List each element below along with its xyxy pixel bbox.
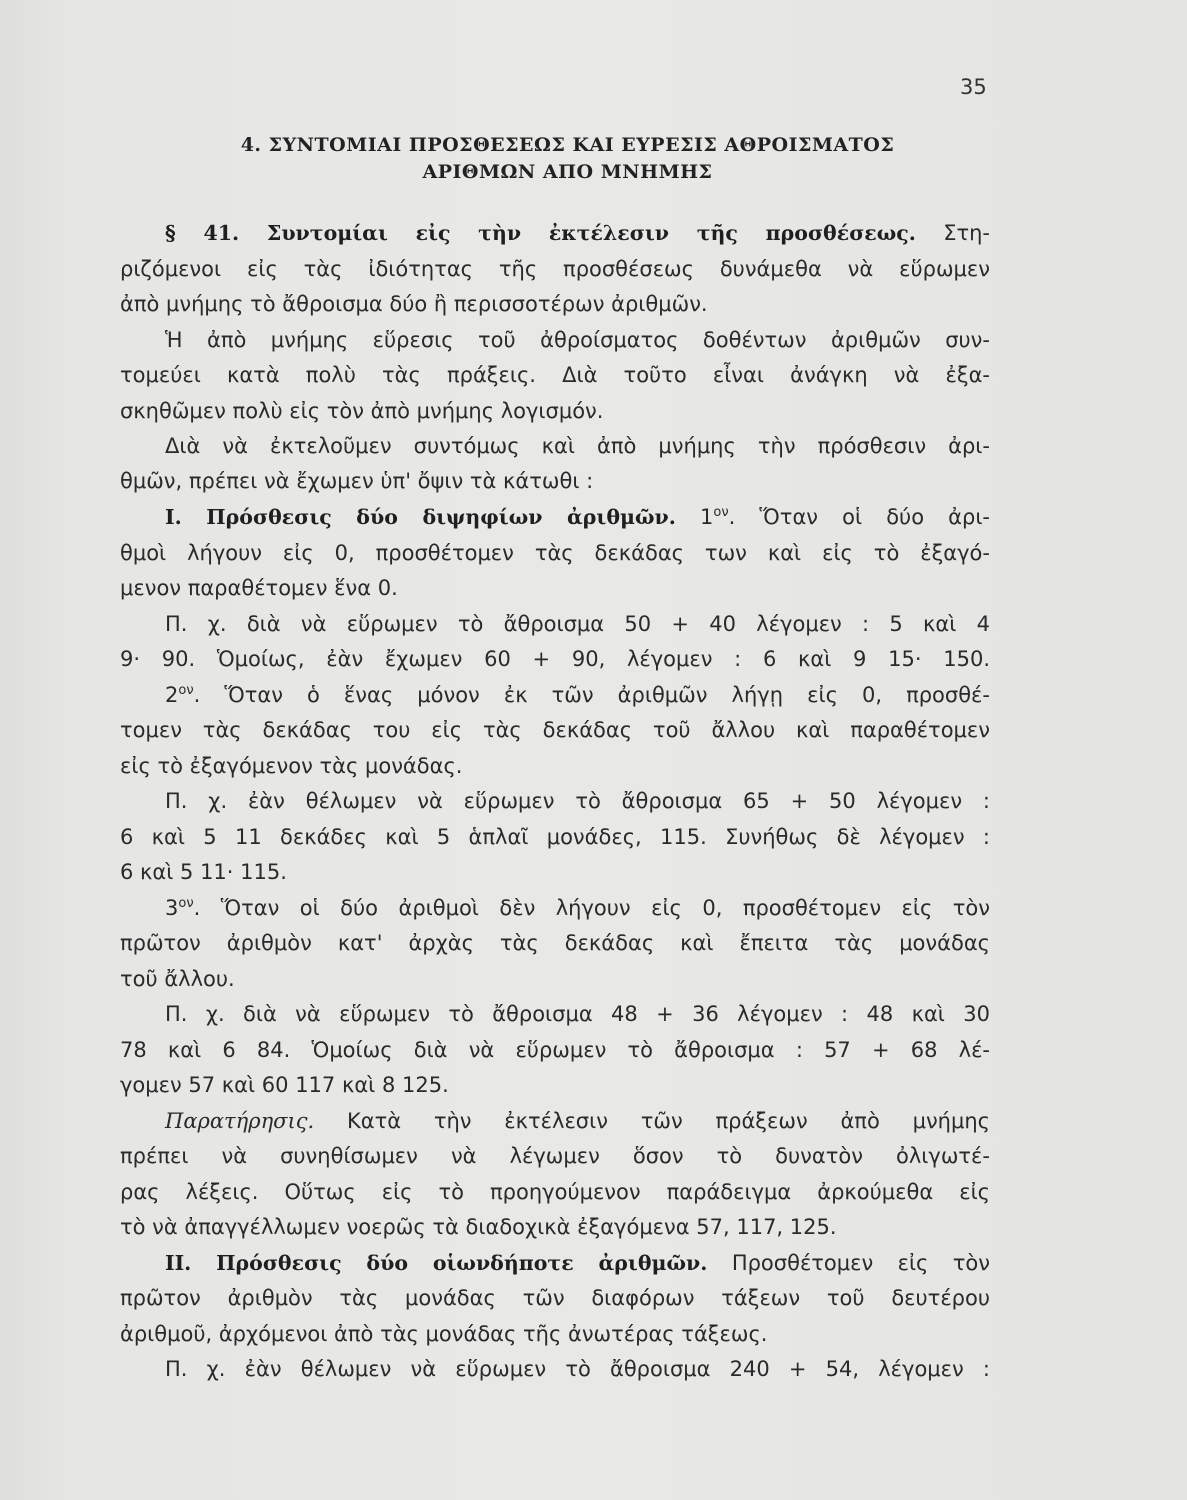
heading-line-2: ΑΡΙΘΜΩΝ ΑΠΟ ΜΝΗΜΗΣ [422,161,713,183]
text-line: ρας λέξεις. Οὕτως εἰς τὸ προηγούμενον παράδειγμα ἀρκούμεθα εἰς [120,1180,990,1204]
text-line: ΙΙ. Πρόσθεσις δύο οἱωνδήποτε ἀριθμῶν. Προσθέτομεν εἰς τὸν [165,1251,990,1275]
text-line: Ι. Πρόσθεσις δύο διψηφίων ἀριθμῶν. $1^{o\nu}$. Ὅταν οἱ δύο ἀρι- [165,505,991,529]
text-line: Π. χ. ἐὰν θέλωμεν νὰ εὕρωμεν τὸ ἄθροισμα 240 + 54, λέγομεν : [165,1357,990,1381]
text-line: § 41. Συντομίαι εἰς τὴν ἐκτέλεσιν τῆς προσθέσεως. Στη- [165,221,990,245]
text-line: Π. χ. ἐὰν θέλωμεν νὰ εὕρωμεν τὸ ἄθροισμα 65 + 50 λέγομεν : [165,789,990,813]
text-line: τομεν τὰς δεκάδας του εἰς τὰς δεκάδας τοῦ ἄλλου καὶ παραθέτομεν [120,718,990,742]
text-line: εἰς τὸ ἐξαγόμενον τὰς μονάδας. [120,754,463,778]
subsection-title: ΙΙ. Πρόσθεσις δύο οἱωνδήποτε ἀριθμῶν. [165,1251,708,1275]
text-line: γομεν 57 καὶ 60 117 καὶ 8 125. [120,1073,449,1097]
text-line: Διὰ νὰ ἐκτελοῦμεν συντόμως καὶ ἀπὸ μνήμης τὴν πρόσθεσιν ἀρι- [165,434,990,458]
text-line: μενον παραθέτομεν ἕνα 0. [120,576,398,600]
text-line: ἀπὸ μνήμης τὸ ἄθροισμα δύο ἢ περισσοτέρων ἀριθμῶν. [120,292,708,316]
text-line: $2^{o\nu}$. Ὅταν ὁ ἕνας μόνον ἐκ τῶν ἀριθμῶν λήγῃ εἰς 0, προσθέ- [165,683,990,707]
text-line: $3^{o\nu}$. Ὅταν οἱ δύο ἀριθμοὶ δὲν λήγουν εἰς 0, προσθέτομεν εἰς τὸν [165,896,990,920]
page-number: 35 [960,75,987,99]
text-line: τὸ νὰ ἀπαγγέλλωμεν νοερῶς τὰ διαδοχικὰ ἐξαγόμενα 57, 117, 125. [120,1215,837,1239]
text-line: σκηθῶμεν πολὺ εἰς τὸν ἀπὸ μνήμης λογισμόν. [120,399,604,423]
text-line: 6 καὶ 5 11· 115. [120,860,287,884]
section-heading [150,132,985,186]
heading-line-1: 4. ΣΥΝΤΟΜΙΑΙ ΠΡΟΣΘΕΣΕΩΣ ΚΑΙ ΕΥΡΕΣΙΣ ΑΘΡΟΙΣΜΑΤΟΣ [240,134,895,156]
text-line: 78 καὶ 6 84. Ὁμοίως διὰ νὰ εὕρωμεν τὸ ἄθροισμα : 57 + 68 λέ- [120,1038,990,1062]
paragraph-title: § 41. Συντομίαι εἰς τὴν ἐκτέλεσιν τῆς προσθέσεως. [165,221,916,245]
text-line: 6 καὶ 5 11 δεκάδες καὶ 5 ἁπλαῖ μονάδες, 115. Συνήθως δὲ λέγομεν : [120,825,990,849]
text-line: ριζόμενοι εἰς τὰς ἰδιότητας τῆς προσθέσεως δυνάμεθα νὰ εὕρωμεν [120,257,990,281]
text-line: τοῦ ἄλλου. [120,967,235,991]
text-line: θμοὶ λήγουν εἰς 0, προσθέτομεν τὰς δεκάδας των καὶ εἰς τὸ ἐξαγό- [120,541,990,565]
text-line: Π. χ. διὰ νὰ εὕρωμεν τὸ ἄθροισμα 48 + 36 λέγομεν : 48 καὶ 30 [165,1002,990,1026]
text-line: 9· 90. Ὁμοίως, ἐὰν ἔχωμεν 60 + 90, λέγομεν : 6 καὶ 9 15· 150. [120,647,990,671]
text-line: πρῶτον ἀριθμὸν τὰς μονάδας τῶν διαφόρων τάξεων τοῦ δευτέρου [120,1286,990,1310]
text-line: θμῶν, πρέπει νὰ ἔχωμεν ὑπ' ὄψιν τὰ κάτωθι : [120,469,594,493]
text-line: Ἡ ἀπὸ μνήμης εὕρεσις τοῦ ἀθροίσματος δοθέντων ἀριθμῶν συν- [165,328,990,352]
text-line: ἀριθμοῦ, ἀρχόμενοι ἀπὸ τὰς μονάδας τῆς ἀνωτέρας τάξεως. [120,1322,768,1346]
text-line: Παρατήρησις. Κατὰ τὴν ἐκτέλεσιν τῶν πράξεων ἀπὸ μνήμης [165,1109,990,1133]
remark-label: Παρατήρησις. [165,1109,315,1133]
text-line: πρέπει νὰ συνηθίσωμεν νὰ λέγωμεν ὅσον τὸ δυνατὸν ὀλιγωτέ- [120,1144,990,1168]
text-line: Π. χ. διὰ νὰ εὕρωμεν τὸ ἄθροισμα 50 + 40 λέγομεν : 5 καὶ 4 [165,612,990,636]
text-line: τομεύει κατὰ πολὺ τὰς πράξεις. Διὰ τοῦτο εἶναι ἀνάγκη νὰ ἐξα- [120,363,990,387]
subsection-title: Ι. Πρόσθεσις δύο διψηφίων ἀριθμῶν. [165,505,676,529]
text-line: πρῶτον ἀριθμὸν κατ' ἀρχὰς τὰς δεκάδας καὶ ἔπειτα τὰς μονάδας [120,931,990,955]
